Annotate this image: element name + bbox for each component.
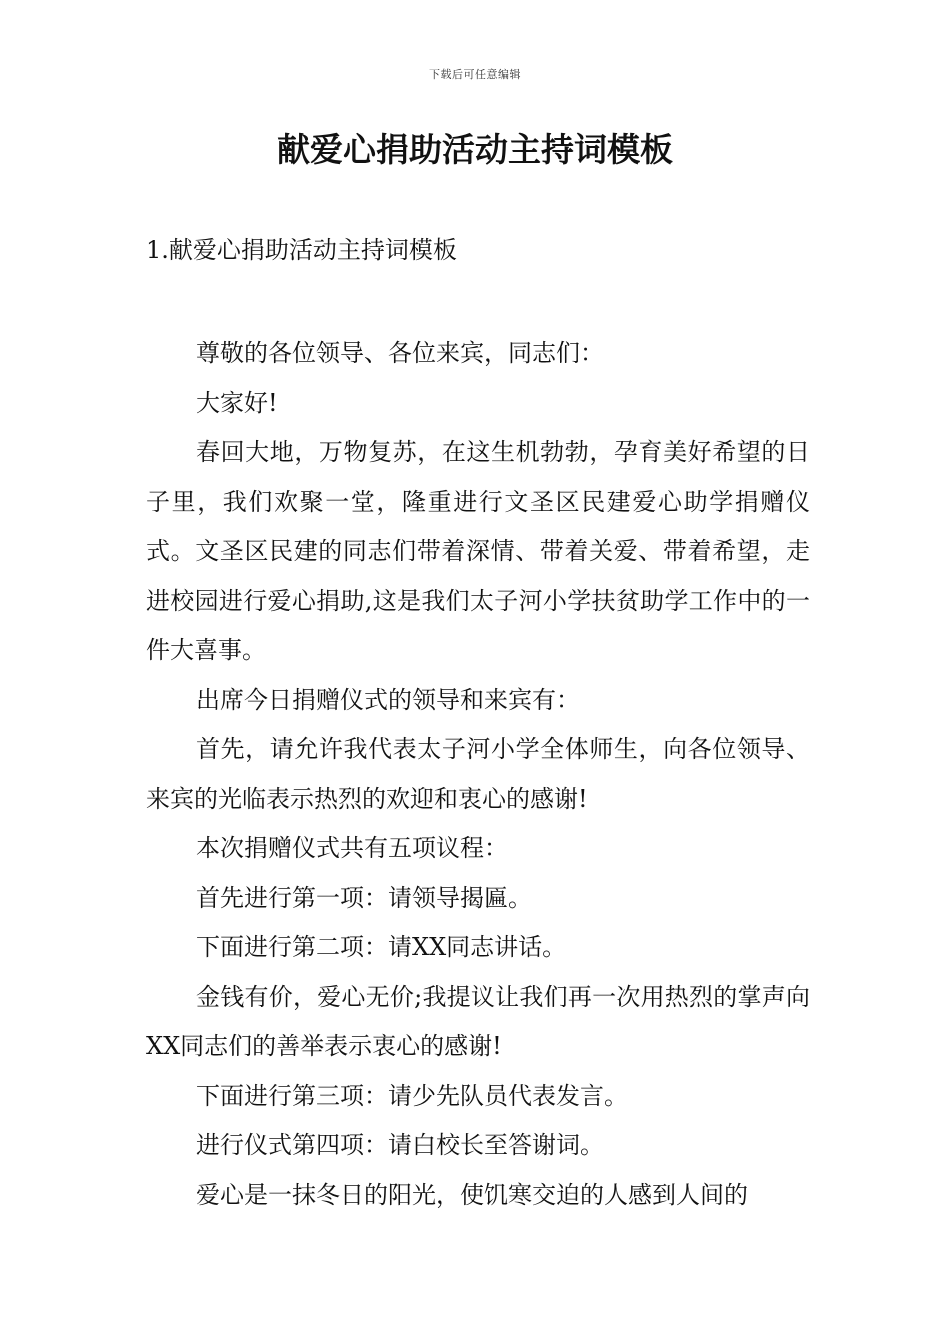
paragraph-opening: 春回大地，万物复苏，在这生机勃勃，孕育美好希望的日子里，我们欢聚一堂，隆重进行文圣区民建爱心助学捐赠仪式。文圣区民建的同志们带着深情、带着关爱、带着希望，走进校园进行爱心捐助,这是我们太子河小学扶贫助学工作中的一件大喜事。 — [146, 438, 810, 664]
paragraph-thanks: 金钱有价，爱心无价;我提议让我们再一次用热烈的掌声向XX同志们的善举表示衷心的感谢! — [146, 982, 810, 1060]
document-title: 献爱心捐助活动主持词模板 — [277, 130, 673, 169]
paragraph-guests: 出席今日捐赠仪式的领导和来宾有： — [196, 685, 580, 714]
paragraph-item-one: 首先进行第一项：请领导揭匾。 — [196, 883, 532, 912]
paragraph-greeting: 尊敬的各位领导、各位来宾，同志们： — [196, 339, 604, 367]
paragraph-item-three: 下面进行第三项：请少先队员代表发言。 — [196, 1081, 628, 1110]
paragraph-item-two: 下面进行第二项：请XX同志讲话。 — [196, 933, 567, 961]
paragraph-item-four: 进行仪式第四项：请白校长至答谢词。 — [196, 1131, 604, 1159]
page-header: 下载后可任意编辑 — [429, 68, 521, 81]
section-heading: 1.献爱心捐助活动主持词模板 — [146, 236, 457, 264]
document-body — [146, 329, 810, 1220]
paragraph-welcome: 首先，请允许我代表太子河小学全体师生，向各位领导、来宾的光临表示热烈的欢迎和衷心的感谢! — [146, 735, 810, 813]
paragraph-hello: 大家好! — [196, 388, 278, 417]
paragraph-closing: 爱心是一抹冬日的阳光，使饥寒交迫的人感到人间的 — [196, 1180, 748, 1209]
paragraph-agenda: 本次捐赠仪式共有五项议程： — [196, 834, 508, 862]
